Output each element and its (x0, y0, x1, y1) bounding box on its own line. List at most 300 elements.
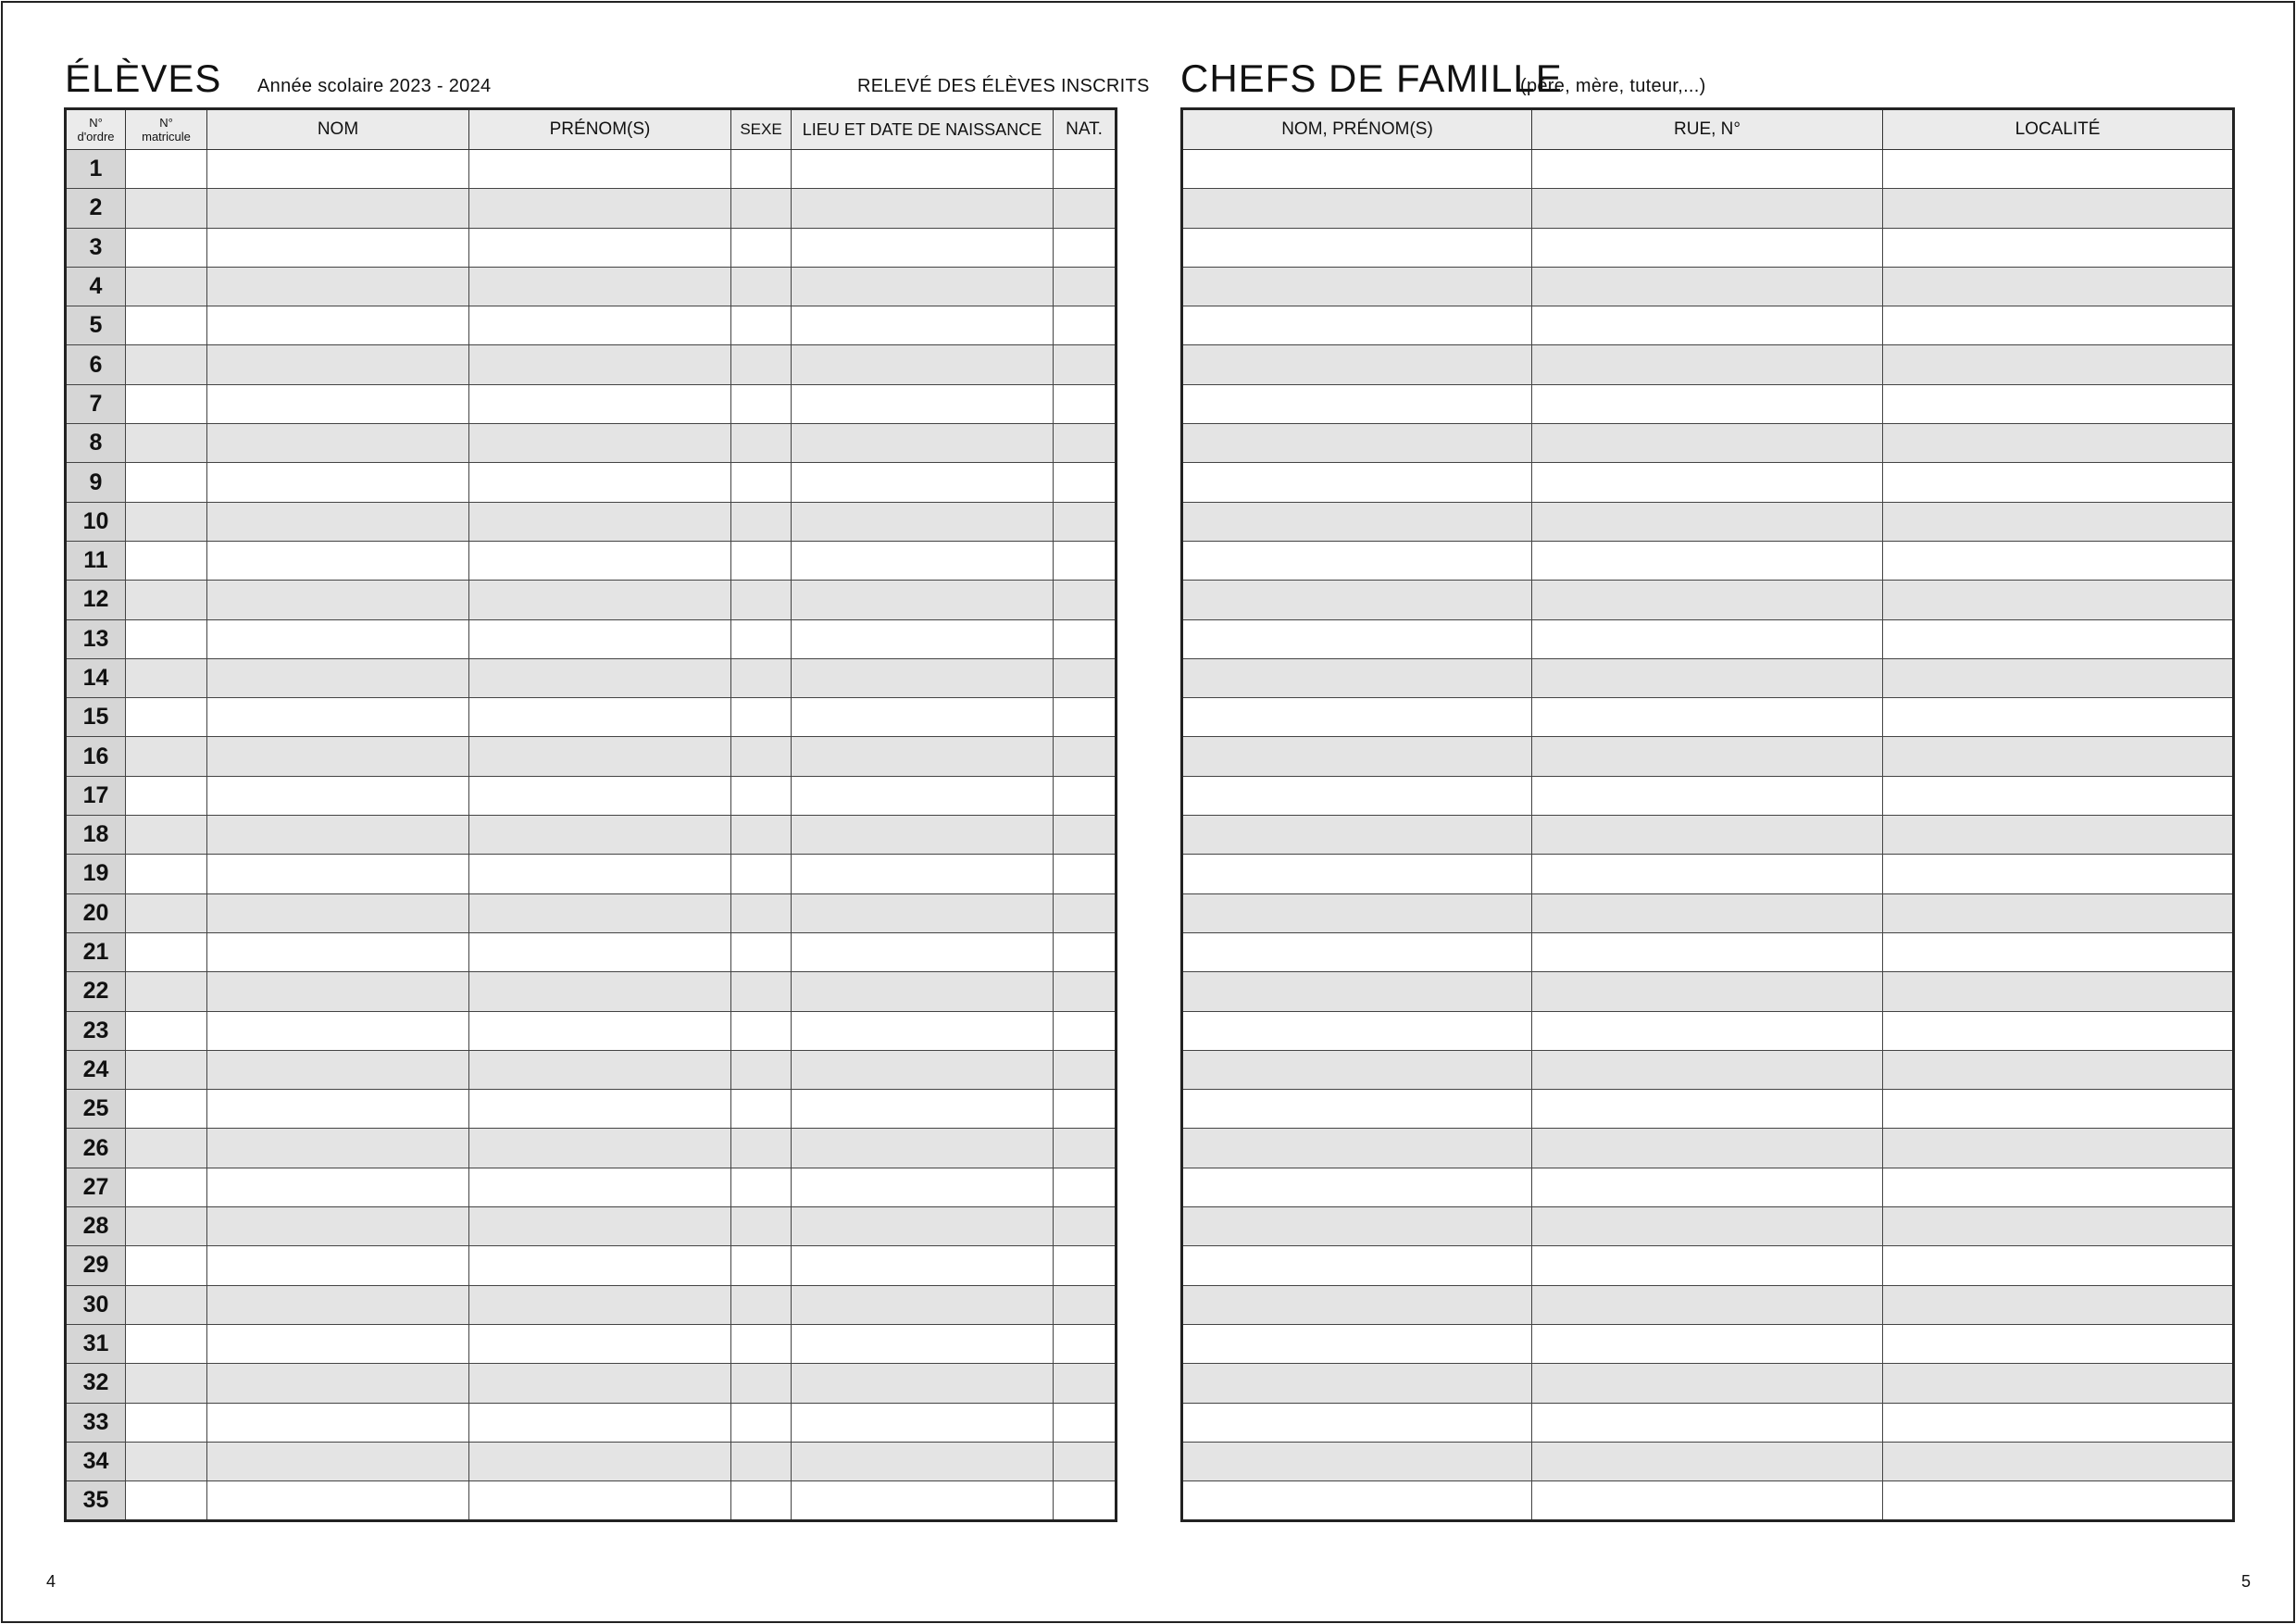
nom-prenoms-cell[interactable] (1182, 1168, 1532, 1206)
localite-cell[interactable] (1883, 737, 2234, 776)
birth-place-date-cell[interactable] (792, 1011, 1054, 1050)
nom-cell[interactable] (207, 150, 469, 189)
nom-cell[interactable] (207, 932, 469, 971)
nationality-cell[interactable] (1054, 855, 1117, 893)
matricule-cell[interactable] (126, 932, 207, 971)
localite-cell[interactable] (1883, 1090, 2234, 1129)
sexe-cell[interactable] (731, 1090, 792, 1129)
prenoms-cell[interactable] (469, 463, 731, 502)
birth-place-date-cell[interactable] (792, 384, 1054, 423)
nom-cell[interactable] (207, 619, 469, 658)
nom-prenoms-cell[interactable] (1182, 776, 1532, 815)
rue-cell[interactable] (1532, 581, 1883, 619)
nationality-cell[interactable] (1054, 424, 1117, 463)
nom-prenoms-cell[interactable] (1182, 1324, 1532, 1363)
matricule-cell[interactable] (126, 619, 207, 658)
matricule-cell[interactable] (126, 1129, 207, 1168)
rue-cell[interactable] (1532, 541, 1883, 580)
birth-place-date-cell[interactable] (792, 776, 1054, 815)
localite-cell[interactable] (1883, 384, 2234, 423)
nom-cell[interactable] (207, 776, 469, 815)
sexe-cell[interactable] (731, 345, 792, 384)
localite-cell[interactable] (1883, 816, 2234, 855)
birth-place-date-cell[interactable] (792, 816, 1054, 855)
rue-cell[interactable] (1532, 1324, 1883, 1363)
nationality-cell[interactable] (1054, 1090, 1117, 1129)
prenoms-cell[interactable] (469, 737, 731, 776)
rue-cell[interactable] (1532, 384, 1883, 423)
nom-cell[interactable] (207, 1246, 469, 1285)
localite-cell[interactable] (1883, 1050, 2234, 1089)
birth-place-date-cell[interactable] (792, 228, 1054, 267)
nom-prenoms-cell[interactable] (1182, 1285, 1532, 1324)
rue-cell[interactable] (1532, 267, 1883, 306)
nom-prenoms-cell[interactable] (1182, 1090, 1532, 1129)
birth-place-date-cell[interactable] (792, 463, 1054, 502)
nom-prenoms-cell[interactable] (1182, 541, 1532, 580)
nom-cell[interactable] (207, 1442, 469, 1480)
nom-prenoms-cell[interactable] (1182, 1050, 1532, 1089)
localite-cell[interactable] (1883, 658, 2234, 697)
localite-cell[interactable] (1883, 1168, 2234, 1206)
sexe-cell[interactable] (731, 1364, 792, 1403)
sexe-cell[interactable] (731, 737, 792, 776)
nom-cell[interactable] (207, 384, 469, 423)
nom-prenoms-cell[interactable] (1182, 228, 1532, 267)
matricule-cell[interactable] (126, 345, 207, 384)
matricule-cell[interactable] (126, 267, 207, 306)
matricule-cell[interactable] (126, 1050, 207, 1089)
rue-cell[interactable] (1532, 1011, 1883, 1050)
nom-cell[interactable] (207, 502, 469, 541)
prenoms-cell[interactable] (469, 384, 731, 423)
rue-cell[interactable] (1532, 189, 1883, 228)
prenoms-cell[interactable] (469, 1129, 731, 1168)
matricule-cell[interactable] (126, 1442, 207, 1480)
matricule-cell[interactable] (126, 776, 207, 815)
nom-cell[interactable] (207, 1403, 469, 1442)
prenoms-cell[interactable] (469, 619, 731, 658)
nationality-cell[interactable] (1054, 1050, 1117, 1089)
nationality-cell[interactable] (1054, 1403, 1117, 1442)
nationality-cell[interactable] (1054, 972, 1117, 1011)
nationality-cell[interactable] (1054, 619, 1117, 658)
nom-prenoms-cell[interactable] (1182, 267, 1532, 306)
matricule-cell[interactable] (126, 737, 207, 776)
nom-prenoms-cell[interactable] (1182, 893, 1532, 932)
birth-place-date-cell[interactable] (792, 658, 1054, 697)
nationality-cell[interactable] (1054, 228, 1117, 267)
matricule-cell[interactable] (126, 1364, 207, 1403)
localite-cell[interactable] (1883, 1129, 2234, 1168)
matricule-cell[interactable] (126, 1403, 207, 1442)
sexe-cell[interactable] (731, 1207, 792, 1246)
rue-cell[interactable] (1532, 1168, 1883, 1206)
nationality-cell[interactable] (1054, 816, 1117, 855)
rue-cell[interactable] (1532, 855, 1883, 893)
nom-prenoms-cell[interactable] (1182, 1364, 1532, 1403)
nom-prenoms-cell[interactable] (1182, 581, 1532, 619)
rue-cell[interactable] (1532, 345, 1883, 384)
rue-cell[interactable] (1532, 1285, 1883, 1324)
matricule-cell[interactable] (126, 502, 207, 541)
rue-cell[interactable] (1532, 816, 1883, 855)
birth-place-date-cell[interactable] (792, 1090, 1054, 1129)
nationality-cell[interactable] (1054, 463, 1117, 502)
prenoms-cell[interactable] (469, 1090, 731, 1129)
nationality-cell[interactable] (1054, 150, 1117, 189)
sexe-cell[interactable] (731, 698, 792, 737)
localite-cell[interactable] (1883, 1246, 2234, 1285)
birth-place-date-cell[interactable] (792, 737, 1054, 776)
nom-cell[interactable] (207, 189, 469, 228)
rue-cell[interactable] (1532, 306, 1883, 345)
prenoms-cell[interactable] (469, 1364, 731, 1403)
matricule-cell[interactable] (126, 1011, 207, 1050)
matricule-cell[interactable] (126, 698, 207, 737)
prenoms-cell[interactable] (469, 189, 731, 228)
matricule-cell[interactable] (126, 972, 207, 1011)
nom-cell[interactable] (207, 306, 469, 345)
sexe-cell[interactable] (731, 776, 792, 815)
matricule-cell[interactable] (126, 816, 207, 855)
nom-prenoms-cell[interactable] (1182, 150, 1532, 189)
nom-cell[interactable] (207, 816, 469, 855)
localite-cell[interactable] (1883, 1285, 2234, 1324)
birth-place-date-cell[interactable] (792, 1168, 1054, 1206)
nom-prenoms-cell[interactable] (1182, 698, 1532, 737)
nom-prenoms-cell[interactable] (1182, 619, 1532, 658)
prenoms-cell[interactable] (469, 816, 731, 855)
matricule-cell[interactable] (126, 424, 207, 463)
localite-cell[interactable] (1883, 776, 2234, 815)
localite-cell[interactable] (1883, 1324, 2234, 1363)
rue-cell[interactable] (1532, 1246, 1883, 1285)
prenoms-cell[interactable] (469, 1050, 731, 1089)
matricule-cell[interactable] (126, 1246, 207, 1285)
nationality-cell[interactable] (1054, 581, 1117, 619)
nom-cell[interactable] (207, 463, 469, 502)
matricule-cell[interactable] (126, 658, 207, 697)
birth-place-date-cell[interactable] (792, 1442, 1054, 1480)
birth-place-date-cell[interactable] (792, 1207, 1054, 1246)
rue-cell[interactable] (1532, 658, 1883, 697)
localite-cell[interactable] (1883, 189, 2234, 228)
nom-prenoms-cell[interactable] (1182, 424, 1532, 463)
nom-cell[interactable] (207, 1285, 469, 1324)
nom-prenoms-cell[interactable] (1182, 463, 1532, 502)
sexe-cell[interactable] (731, 619, 792, 658)
nom-cell[interactable] (207, 737, 469, 776)
nom-cell[interactable] (207, 1011, 469, 1050)
matricule-cell[interactable] (126, 228, 207, 267)
sexe-cell[interactable] (731, 228, 792, 267)
nom-prenoms-cell[interactable] (1182, 306, 1532, 345)
matricule-cell[interactable] (126, 855, 207, 893)
prenoms-cell[interactable] (469, 150, 731, 189)
nom-cell[interactable] (207, 1090, 469, 1129)
matricule-cell[interactable] (126, 463, 207, 502)
nom-cell[interactable] (207, 1481, 469, 1521)
birth-place-date-cell[interactable] (792, 1246, 1054, 1285)
sexe-cell[interactable] (731, 267, 792, 306)
prenoms-cell[interactable] (469, 658, 731, 697)
birth-place-date-cell[interactable] (792, 345, 1054, 384)
prenoms-cell[interactable] (469, 228, 731, 267)
prenoms-cell[interactable] (469, 1403, 731, 1442)
birth-place-date-cell[interactable] (792, 932, 1054, 971)
nom-cell[interactable] (207, 1324, 469, 1363)
rue-cell[interactable] (1532, 228, 1883, 267)
nom-cell[interactable] (207, 698, 469, 737)
nom-prenoms-cell[interactable] (1182, 1207, 1532, 1246)
localite-cell[interactable] (1883, 1207, 2234, 1246)
nationality-cell[interactable] (1054, 189, 1117, 228)
nom-cell[interactable] (207, 581, 469, 619)
localite-cell[interactable] (1883, 502, 2234, 541)
prenoms-cell[interactable] (469, 855, 731, 893)
localite-cell[interactable] (1883, 541, 2234, 580)
matricule-cell[interactable] (126, 581, 207, 619)
prenoms-cell[interactable] (469, 972, 731, 1011)
sexe-cell[interactable] (731, 502, 792, 541)
nationality-cell[interactable] (1054, 306, 1117, 345)
prenoms-cell[interactable] (469, 776, 731, 815)
localite-cell[interactable] (1883, 345, 2234, 384)
birth-place-date-cell[interactable] (792, 1050, 1054, 1089)
matricule-cell[interactable] (126, 1207, 207, 1246)
birth-place-date-cell[interactable] (792, 855, 1054, 893)
nom-cell[interactable] (207, 267, 469, 306)
birth-place-date-cell[interactable] (792, 502, 1054, 541)
nationality-cell[interactable] (1054, 658, 1117, 697)
rue-cell[interactable] (1532, 737, 1883, 776)
nom-cell[interactable] (207, 1168, 469, 1206)
nationality-cell[interactable] (1054, 698, 1117, 737)
nom-prenoms-cell[interactable] (1182, 1129, 1532, 1168)
nom-prenoms-cell[interactable] (1182, 189, 1532, 228)
localite-cell[interactable] (1883, 932, 2234, 971)
birth-place-date-cell[interactable] (792, 619, 1054, 658)
nom-prenoms-cell[interactable] (1182, 737, 1532, 776)
prenoms-cell[interactable] (469, 1246, 731, 1285)
nom-prenoms-cell[interactable] (1182, 855, 1532, 893)
nationality-cell[interactable] (1054, 384, 1117, 423)
localite-cell[interactable] (1883, 267, 2234, 306)
nom-cell[interactable] (207, 345, 469, 384)
nom-prenoms-cell[interactable] (1182, 345, 1532, 384)
matricule-cell[interactable] (126, 1285, 207, 1324)
rue-cell[interactable] (1532, 932, 1883, 971)
nom-cell[interactable] (207, 1050, 469, 1089)
nationality-cell[interactable] (1054, 1168, 1117, 1206)
nom-prenoms-cell[interactable] (1182, 972, 1532, 1011)
birth-place-date-cell[interactable] (792, 424, 1054, 463)
localite-cell[interactable] (1883, 1442, 2234, 1480)
nationality-cell[interactable] (1054, 1442, 1117, 1480)
nationality-cell[interactable] (1054, 1481, 1117, 1521)
sexe-cell[interactable] (731, 1285, 792, 1324)
sexe-cell[interactable] (731, 424, 792, 463)
nom-cell[interactable] (207, 1364, 469, 1403)
nom-prenoms-cell[interactable] (1182, 1246, 1532, 1285)
rue-cell[interactable] (1532, 463, 1883, 502)
nom-prenoms-cell[interactable] (1182, 384, 1532, 423)
sexe-cell[interactable] (731, 1442, 792, 1480)
nom-prenoms-cell[interactable] (1182, 1442, 1532, 1480)
nationality-cell[interactable] (1054, 541, 1117, 580)
birth-place-date-cell[interactable] (792, 150, 1054, 189)
rue-cell[interactable] (1532, 1403, 1883, 1442)
prenoms-cell[interactable] (469, 1324, 731, 1363)
sexe-cell[interactable] (731, 541, 792, 580)
nom-prenoms-cell[interactable] (1182, 816, 1532, 855)
prenoms-cell[interactable] (469, 267, 731, 306)
localite-cell[interactable] (1883, 424, 2234, 463)
sexe-cell[interactable] (731, 816, 792, 855)
birth-place-date-cell[interactable] (792, 1324, 1054, 1363)
birth-place-date-cell[interactable] (792, 1403, 1054, 1442)
sexe-cell[interactable] (731, 581, 792, 619)
rue-cell[interactable] (1532, 424, 1883, 463)
birth-place-date-cell[interactable] (792, 267, 1054, 306)
rue-cell[interactable] (1532, 1207, 1883, 1246)
localite-cell[interactable] (1883, 581, 2234, 619)
nom-prenoms-cell[interactable] (1182, 1403, 1532, 1442)
nom-cell[interactable] (207, 893, 469, 932)
sexe-cell[interactable] (731, 306, 792, 345)
rue-cell[interactable] (1532, 502, 1883, 541)
birth-place-date-cell[interactable] (792, 1364, 1054, 1403)
rue-cell[interactable] (1532, 1050, 1883, 1089)
birth-place-date-cell[interactable] (792, 189, 1054, 228)
birth-place-date-cell[interactable] (792, 698, 1054, 737)
prenoms-cell[interactable] (469, 698, 731, 737)
localite-cell[interactable] (1883, 619, 2234, 658)
sexe-cell[interactable] (731, 1481, 792, 1521)
sexe-cell[interactable] (731, 855, 792, 893)
localite-cell[interactable] (1883, 698, 2234, 737)
rue-cell[interactable] (1532, 1481, 1883, 1521)
rue-cell[interactable] (1532, 1090, 1883, 1129)
nationality-cell[interactable] (1054, 1011, 1117, 1050)
nom-prenoms-cell[interactable] (1182, 502, 1532, 541)
rue-cell[interactable] (1532, 698, 1883, 737)
prenoms-cell[interactable] (469, 1207, 731, 1246)
nom-cell[interactable] (207, 658, 469, 697)
localite-cell[interactable] (1883, 893, 2234, 932)
nationality-cell[interactable] (1054, 1324, 1117, 1363)
sexe-cell[interactable] (731, 1129, 792, 1168)
sexe-cell[interactable] (731, 972, 792, 1011)
nationality-cell[interactable] (1054, 267, 1117, 306)
localite-cell[interactable] (1883, 150, 2234, 189)
localite-cell[interactable] (1883, 1364, 2234, 1403)
localite-cell[interactable] (1883, 1403, 2234, 1442)
prenoms-cell[interactable] (469, 1285, 731, 1324)
prenoms-cell[interactable] (469, 893, 731, 932)
nom-prenoms-cell[interactable] (1182, 1011, 1532, 1050)
nationality-cell[interactable] (1054, 1364, 1117, 1403)
matricule-cell[interactable] (126, 1481, 207, 1521)
localite-cell[interactable] (1883, 972, 2234, 1011)
rue-cell[interactable] (1532, 776, 1883, 815)
nationality-cell[interactable] (1054, 737, 1117, 776)
prenoms-cell[interactable] (469, 1011, 731, 1050)
sexe-cell[interactable] (731, 932, 792, 971)
nom-cell[interactable] (207, 855, 469, 893)
sexe-cell[interactable] (731, 1050, 792, 1089)
prenoms-cell[interactable] (469, 1442, 731, 1480)
prenoms-cell[interactable] (469, 306, 731, 345)
nationality-cell[interactable] (1054, 1285, 1117, 1324)
nom-prenoms-cell[interactable] (1182, 658, 1532, 697)
birth-place-date-cell[interactable] (792, 893, 1054, 932)
nom-cell[interactable] (207, 1207, 469, 1246)
prenoms-cell[interactable] (469, 932, 731, 971)
matricule-cell[interactable] (126, 541, 207, 580)
nom-cell[interactable] (207, 228, 469, 267)
matricule-cell[interactable] (126, 1090, 207, 1129)
nom-prenoms-cell[interactable] (1182, 1481, 1532, 1521)
nationality-cell[interactable] (1054, 1207, 1117, 1246)
birth-place-date-cell[interactable] (792, 1285, 1054, 1324)
birth-place-date-cell[interactable] (792, 581, 1054, 619)
nationality-cell[interactable] (1054, 345, 1117, 384)
matricule-cell[interactable] (126, 1168, 207, 1206)
sexe-cell[interactable] (731, 1403, 792, 1442)
prenoms-cell[interactable] (469, 1481, 731, 1521)
matricule-cell[interactable] (126, 150, 207, 189)
rue-cell[interactable] (1532, 1129, 1883, 1168)
sexe-cell[interactable] (731, 893, 792, 932)
rue-cell[interactable] (1532, 972, 1883, 1011)
nationality-cell[interactable] (1054, 893, 1117, 932)
nationality-cell[interactable] (1054, 776, 1117, 815)
nom-cell[interactable] (207, 1129, 469, 1168)
matricule-cell[interactable] (126, 1324, 207, 1363)
localite-cell[interactable] (1883, 228, 2234, 267)
localite-cell[interactable] (1883, 1011, 2234, 1050)
prenoms-cell[interactable] (469, 345, 731, 384)
matricule-cell[interactable] (126, 384, 207, 423)
sexe-cell[interactable] (731, 150, 792, 189)
birth-place-date-cell[interactable] (792, 541, 1054, 580)
localite-cell[interactable] (1883, 855, 2234, 893)
birth-place-date-cell[interactable] (792, 306, 1054, 345)
nationality-cell[interactable] (1054, 502, 1117, 541)
prenoms-cell[interactable] (469, 502, 731, 541)
sexe-cell[interactable] (731, 1168, 792, 1206)
prenoms-cell[interactable] (469, 541, 731, 580)
nationality-cell[interactable] (1054, 1246, 1117, 1285)
prenoms-cell[interactable] (469, 581, 731, 619)
localite-cell[interactable] (1883, 1481, 2234, 1521)
prenoms-cell[interactable] (469, 1168, 731, 1206)
sexe-cell[interactable] (731, 189, 792, 228)
sexe-cell[interactable] (731, 463, 792, 502)
nom-cell[interactable] (207, 972, 469, 1011)
nom-prenoms-cell[interactable] (1182, 932, 1532, 971)
sexe-cell[interactable] (731, 1011, 792, 1050)
rue-cell[interactable] (1532, 619, 1883, 658)
nom-cell[interactable] (207, 541, 469, 580)
matricule-cell[interactable] (126, 306, 207, 345)
nationality-cell[interactable] (1054, 932, 1117, 971)
rue-cell[interactable] (1532, 1364, 1883, 1403)
rue-cell[interactable] (1532, 1442, 1883, 1480)
nom-cell[interactable] (207, 424, 469, 463)
